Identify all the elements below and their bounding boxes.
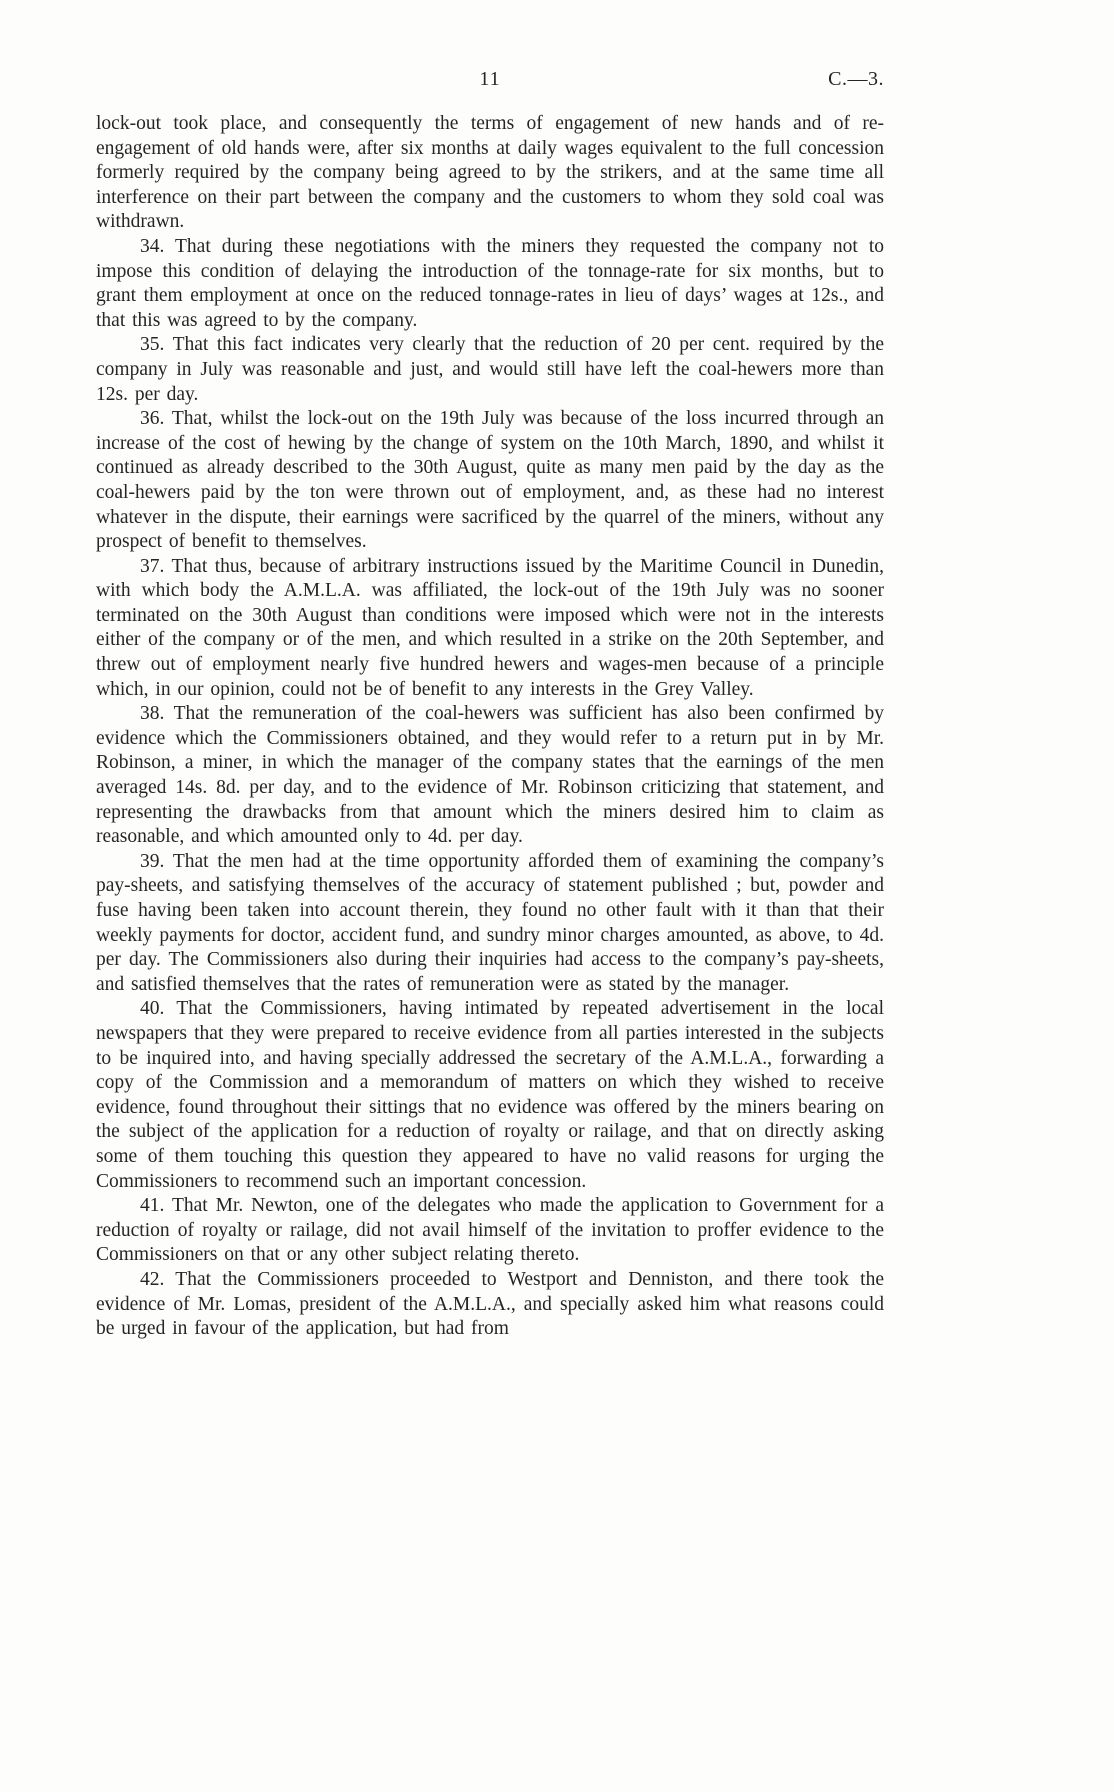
- paragraph-42: 42. That the Commissioners proceeded to Westport and Denniston, and there took the evidence of Mr. Lomas, president of the A.M.L.A., and specially asked him what reasons could be urged in favour of the application, but had from: [96, 1268, 884, 1340]
- paragraph-continuation: lock-out took place, and consequently the terms of engagement of new hands and of re-engagement of old hands were, after six months at daily wages equivalent to the full concession formerly required by the company being agreed to by the strikers, and at the same time all interference on their part between the company and the customers to whom they sold coal was withdrawn.: [96, 113, 884, 233]
- paragraph-34: 34. That during these negotiations with the miners they requested the company not to impose this condition of delaying the introduction of the tonnage-rate for six months, but to grant them employment at once on the reduced tonnage-rates in lieu of days’ wages at 12s., and that this was agreed to by the company.: [96, 235, 884, 331]
- document-body: [96, 112, 884, 1342]
- paragraph-35: 35. That this fact indicates very clearly that the reduction of 20 per cent. required by the company in July was reasonable and just, and would still have left the coal-hewers more than 12s. per day.: [96, 334, 884, 405]
- paragraph-38: 38. That the remuneration of the coal-hewers was sufficient has also been confirmed by evidence which the Commissioners obtained, and they would refer to a return put in by Mr. Robinson, a miner, in which the manager of the company states that the earnings of the men averaged 14s. 8d. per day, and to the evidence of Mr. Robinson criticizing that statement, and representing the drawbacks from that amount which the miners desired him to claim as reasonable, and which amounted only to 4d. per day.: [96, 703, 884, 848]
- paragraph-39: 39. That the men had at the time opportunity afforded them of examining the company’s pay-sheets, and satisfying themselves of the accuracy of statement published ; but, powder and fuse having been taken into account therein, they found no other fault with it than that their weekly payments for doctor, accident fund, and sundry minor charges amounted, as above, to 4d. per day. The Commissioners also during their inquiries had access to the company’s pay-sheets, and satisfied themselves that the rates of remuneration were as stated by the manager.: [96, 850, 884, 995]
- document-reference: C.—3.: [828, 68, 884, 90]
- paragraph-40: 40. That the Commissioners, having intimated by repeated advertisement in the local newspapers that they were prepared to receive evidence from all parties interested in the subjects to be inquired into, and having specially addressed the secretary of the A.M.L.A., forwarding a copy of the Commission and a memorandum of matters on which they wished to receive evidence, found throughout their sittings that no evidence was offered by the miners bearing on the subject of the application for a reduction of royalty or railage, and that on directly asking some of them touching this question they appeared to have no valid reasons for urging the Commissioners to recommend such an important concession.: [96, 998, 884, 1192]
- paragraph-41: 41. That Mr. Newton, one of the delegates who made the application to Government for a reduction of royalty or railage, did not avail himself of the invitation to proffer evidence to the Commissioners on that or any other subject relating thereto.: [96, 1195, 884, 1266]
- page-header: [96, 68, 884, 98]
- paragraph-36: 36. That, whilst the lock-out on the 19th July was because of the loss incurred through an increase of the cost of hewing by the change of system on the 10th March, 1890, and whilst it continued as already described to the 30th August, quite as many men paid by the day as the coal-hewers paid by the ton were thrown out of employment, and, as these had no interest whatever in the dispute, their earnings were sacrificed by the quarrel of the miners, without any prospect of benefit to themselves.: [96, 408, 884, 553]
- page-number: 11: [479, 68, 501, 90]
- paragraph-37: 37. That thus, because of arbitrary instructions issued by the Maritime Council in Dunedin, with which body the A.M.L.A. was affiliated, the lock-out of the 19th July was no sooner terminated on the 30th August than conditions were imposed which were not in the interests either of the company or of the men, and which resulted in a strike on the 20th September, and threw out of employment nearly five hundred hewers and wages-men because of a principle which, in our opinion, could not be of benefit to any interests in the Grey Valley.: [96, 555, 884, 700]
